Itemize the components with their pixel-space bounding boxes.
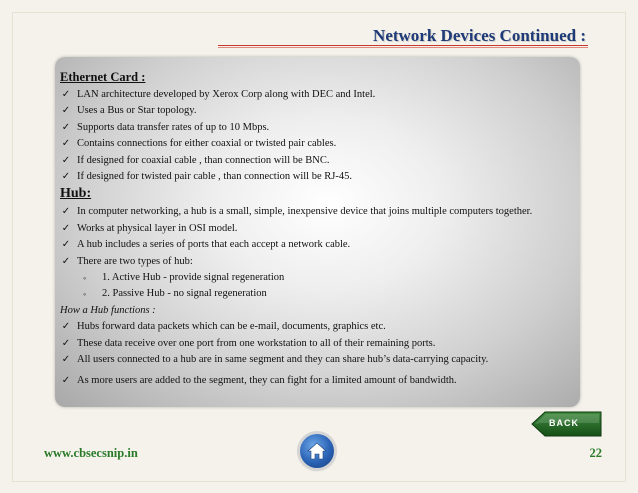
- list-item-text: In computer networking, a hub is a small, simple, inexpensive device that joins multiple computers together.: [77, 206, 533, 218]
- back-label: BACK: [549, 418, 579, 428]
- check-icon: ✓: [61, 171, 71, 183]
- list-item-text: If designed for twisted pair cable , than connection will be RJ-45.: [77, 171, 352, 183]
- list-item-text: LAN architecture developed by Xerox Corp along with DEC and Intel.: [77, 89, 376, 100]
- sub-list-item: [60, 270, 620, 286]
- list-item: [60, 352, 620, 368]
- list-item-text: Hubs forward data packets which can be e-mail, documents, graphics etc.: [77, 321, 386, 333]
- back-button[interactable]: [531, 411, 603, 437]
- check-icon: ✓: [61, 105, 71, 117]
- list-item: [60, 336, 620, 352]
- check-icon: ✓: [61, 374, 71, 386]
- check-icon: ✓: [61, 89, 71, 100]
- check-icon: ✓: [61, 121, 71, 133]
- check-icon: ✓: [61, 354, 71, 366]
- list-item: [60, 103, 620, 119]
- sub-list-item: [60, 286, 620, 302]
- check-icon: ✓: [61, 321, 71, 333]
- check-icon: ✓: [61, 154, 71, 166]
- list-item: [60, 136, 620, 152]
- list-item: [60, 204, 620, 220]
- slide-content: [60, 69, 620, 391]
- check-icon: ✓: [61, 222, 71, 234]
- check-icon: ✓: [61, 239, 71, 251]
- list-item-text: As more users are added to the segment, they can fight for a limited amount of bandwidth.: [77, 374, 457, 386]
- sub-list-item-text: 2. Passive Hub - no signal regeneration: [102, 288, 267, 300]
- list-item-text: There are two types of hub:: [77, 255, 193, 267]
- home-button[interactable]: [300, 434, 334, 468]
- list-item: [60, 87, 620, 103]
- circle-bullet-icon: ◦: [83, 289, 87, 300]
- circle-bullet-icon: ◦: [83, 273, 87, 284]
- list-item: [60, 254, 620, 270]
- list-item-text: Works at physical layer in OSI model.: [77, 222, 238, 234]
- list-item-text: Contains connections for either coaxial or twisted pair cables.: [77, 138, 337, 150]
- check-icon: ✓: [61, 138, 71, 150]
- list-item-text: All users connected to a hub are in same segment and they can share hub’s data-carrying capacity.: [77, 354, 489, 366]
- home-icon: [307, 441, 327, 461]
- slide-title: Network Devices Continued :: [373, 26, 586, 45]
- check-icon: ✓: [61, 337, 71, 349]
- hub-functions-heading: How a Hub functions :: [60, 304, 156, 316]
- list-item: [60, 221, 620, 237]
- title-underline: [218, 45, 588, 46]
- list-item-text: If designed for coaxial cable , than connection will be BNC.: [77, 154, 330, 166]
- footer-url[interactable]: www.cbsecsnip.in: [44, 446, 138, 460]
- list-item: [60, 153, 620, 169]
- list-item-text: A hub includes a series of ports that each accept a network cable.: [77, 239, 351, 251]
- ethernet-heading: Ethernet Card :: [60, 70, 146, 84]
- sub-list-item-text: 1. Active Hub - provide signal regeneration: [102, 272, 285, 284]
- list-item: [60, 120, 620, 136]
- list-item: [60, 319, 620, 335]
- page-number: 22: [589, 446, 602, 460]
- list-item-text: Supports data transfer rates of up to 10 Mbps.: [77, 121, 270, 133]
- check-icon: ✓: [61, 255, 71, 267]
- check-icon: ✓: [61, 206, 71, 218]
- list-item: [60, 371, 620, 391]
- list-item: [60, 237, 620, 253]
- list-item: [60, 169, 620, 185]
- list-item-text: Uses a Bus or Star topology.: [77, 105, 197, 117]
- hub-heading: Hub:: [60, 186, 92, 202]
- title-underline-shadow: [218, 47, 588, 48]
- list-item-text: These data receive over one port from one workstation to all of their remaining ports.: [77, 337, 436, 349]
